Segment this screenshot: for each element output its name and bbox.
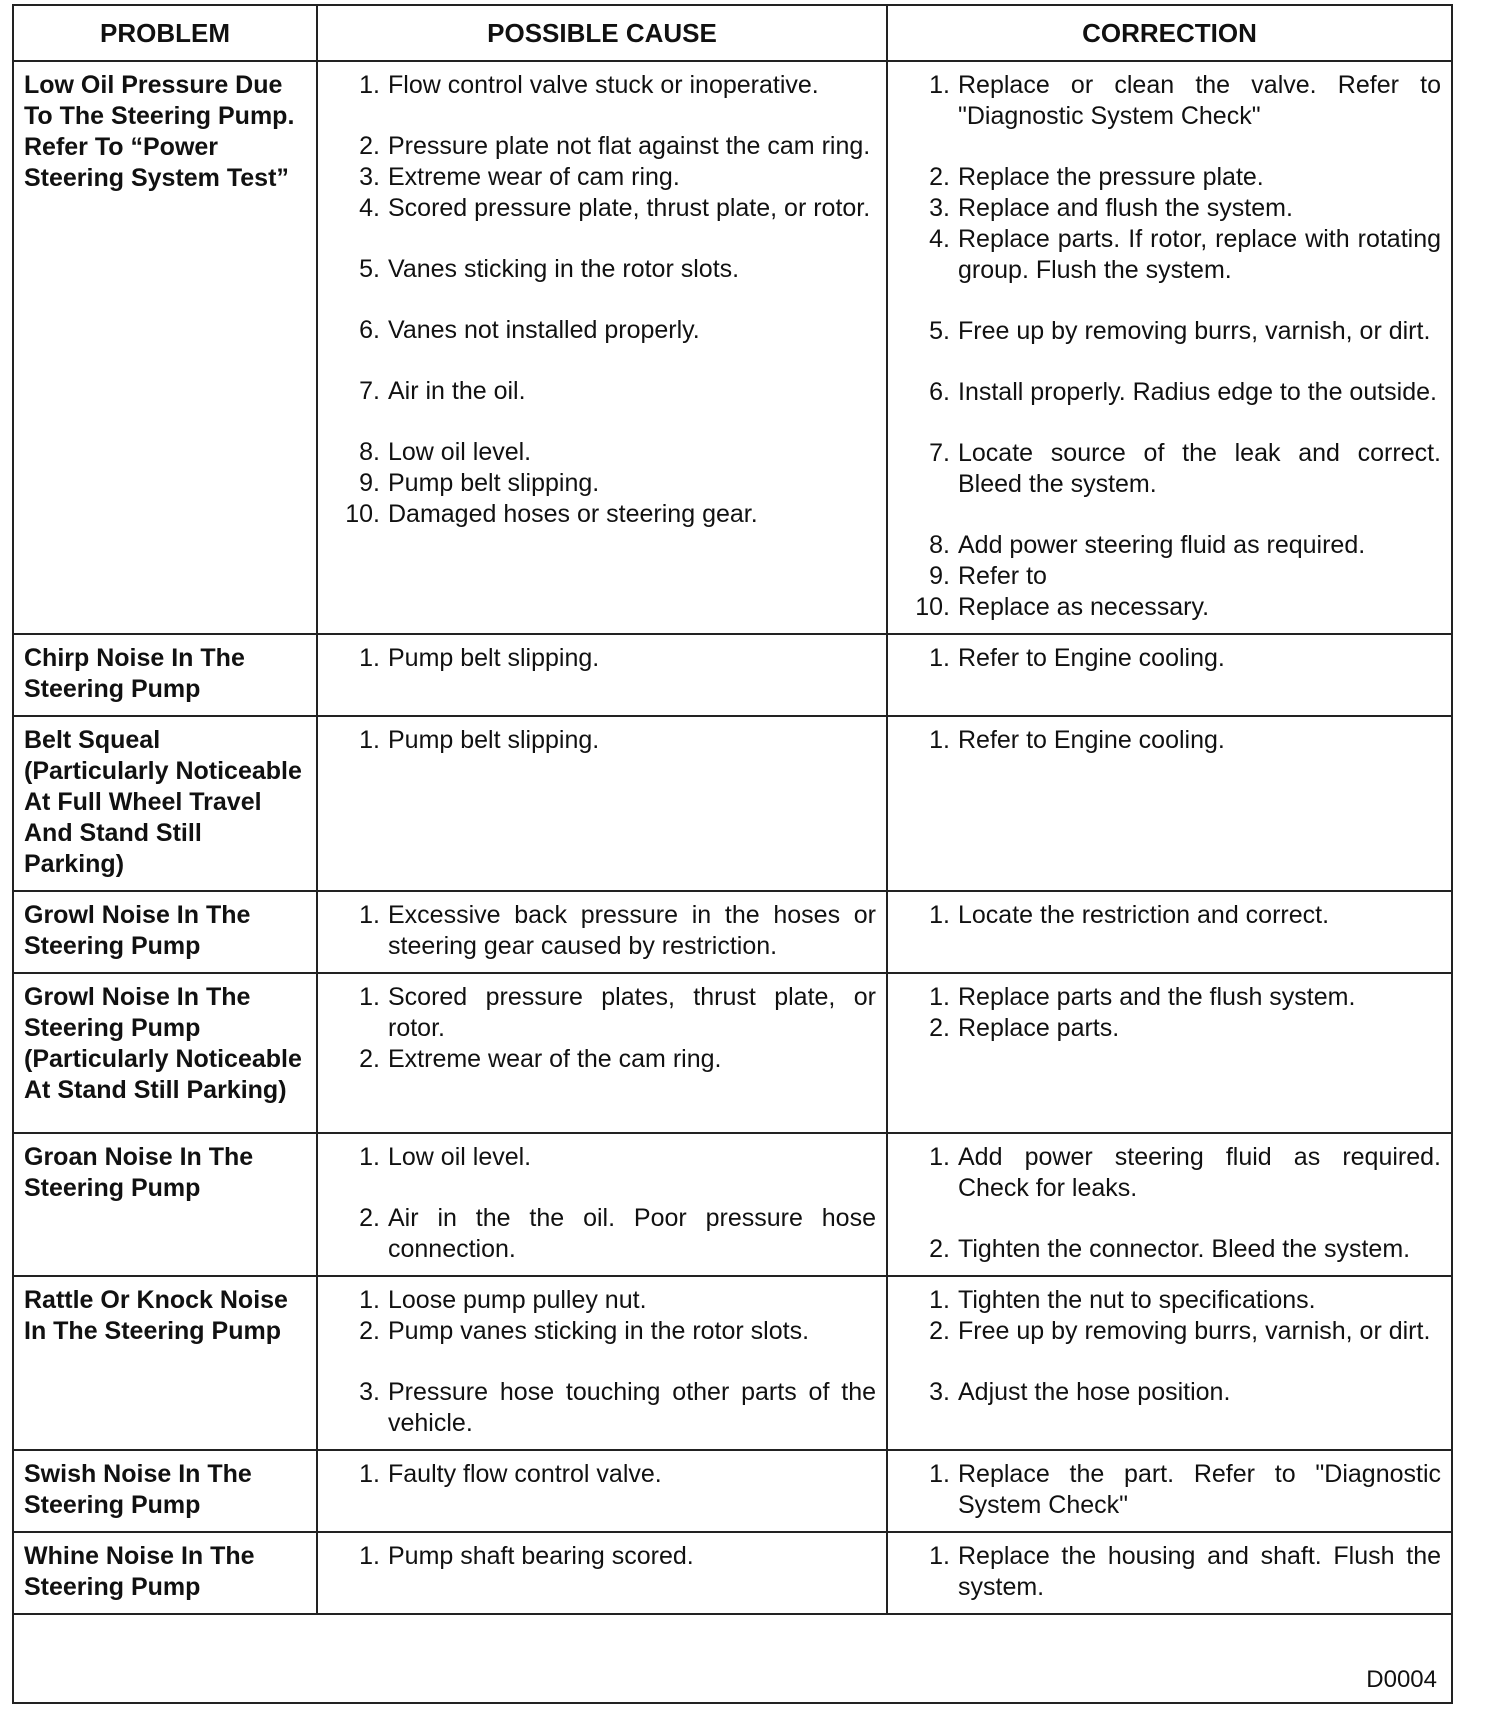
item-text: Install properly. Radius edge to the outside. — [958, 378, 1437, 406]
list-item — [328, 1377, 876, 1439]
table-row — [14, 634, 1451, 716]
item-text: Damaged hoses or steering gear. — [388, 500, 758, 528]
item-text: Adjust the hose position. — [958, 1378, 1231, 1406]
correction-list — [898, 1541, 1441, 1603]
possible-cause-list — [328, 70, 876, 530]
item-text: Free up by removing burrs, varnish, or dirt. — [958, 1317, 1431, 1345]
item-number: 8. — [359, 438, 380, 466]
table-row — [14, 1532, 1451, 1614]
correction-cell — [887, 716, 1451, 891]
possible-cause-cell — [317, 891, 887, 973]
troubleshooting-table-sheet — [12, 4, 1453, 1704]
item-text: Tighten the nut to specifications. — [958, 1286, 1316, 1314]
item-number: 1. — [929, 644, 950, 672]
list-item — [328, 1541, 876, 1572]
correction-list — [898, 1285, 1441, 1408]
item-text: Replace parts. — [958, 1014, 1120, 1042]
item-text: Replace the housing and shaft. Flush the system. — [958, 1542, 1441, 1601]
list-item — [898, 1316, 1441, 1347]
correction-cell — [887, 1276, 1451, 1450]
item-text: Free up by removing burrs, varnish, or dirt. — [958, 317, 1431, 345]
item-number: 1. — [359, 71, 380, 99]
item-text: Vanes not installed properly. — [388, 316, 700, 344]
item-number: 7. — [359, 377, 380, 405]
list-item — [898, 70, 1441, 132]
item-text: Flow control valve stuck or inoperative. — [388, 71, 819, 99]
correction-list — [898, 1142, 1441, 1265]
item-number: 10. — [345, 500, 380, 528]
correction-cell — [887, 61, 1451, 634]
list-item — [898, 1013, 1441, 1044]
item-number: 8. — [929, 531, 950, 559]
list-item — [898, 224, 1441, 286]
item-text: Air in the oil. — [388, 377, 526, 405]
item-text: Add power steering fluid as required. Check for leaks. — [958, 1143, 1441, 1202]
item-number: 1. — [359, 1143, 380, 1171]
correction-list — [898, 1459, 1441, 1521]
table-row — [14, 61, 1451, 634]
list-item — [898, 438, 1441, 500]
possible-cause-list — [328, 1285, 876, 1439]
item-number: 1. — [929, 983, 950, 1011]
possible-cause-list — [328, 643, 876, 674]
list-item — [898, 162, 1441, 193]
list-item — [328, 1316, 876, 1347]
item-number: 1. — [929, 726, 950, 754]
possible-cause-cell — [317, 1133, 887, 1276]
item-number: 2. — [929, 1235, 950, 1263]
item-text: Replace parts and the flush system. — [958, 983, 1356, 1011]
item-number: 1. — [929, 1460, 950, 1488]
table-row — [14, 1450, 1451, 1532]
correction-list — [898, 900, 1441, 931]
item-text: Low oil level. — [388, 438, 532, 466]
header-row — [14, 6, 1451, 61]
list-item — [898, 1142, 1441, 1204]
list-item — [328, 437, 876, 468]
item-text: Loose pump pulley nut. — [388, 1286, 647, 1314]
problem-cell: Growl Noise In The Steering Pump — [14, 891, 317, 973]
correction-cell — [887, 1133, 1451, 1276]
item-text: Refer to Engine cooling. — [958, 726, 1225, 754]
item-number: 2. — [359, 132, 380, 160]
item-number: 1. — [359, 1542, 380, 1570]
item-number: 1. — [359, 1460, 380, 1488]
item-number: 1. — [929, 901, 950, 929]
item-number: 5. — [929, 317, 950, 345]
problem-cell: Whine Noise In The Steering Pump — [14, 1532, 317, 1614]
header-problem: PROBLEM — [14, 6, 317, 61]
item-text: Add power steering fluid as required. — [958, 531, 1366, 559]
list-item — [328, 1285, 876, 1316]
item-number: 7. — [929, 439, 950, 467]
correction-list — [898, 70, 1441, 623]
table-body — [14, 61, 1451, 1614]
problem-cell: Groan Noise In The Steering Pump — [14, 1133, 317, 1276]
item-text: Excessive back pressure in the hoses or steering gear caused by restriction. — [388, 901, 876, 960]
list-item — [898, 592, 1441, 623]
item-text: Replace parts. If rotor, replace with rotating group. Flush the system. — [958, 225, 1441, 284]
item-number: 1. — [359, 644, 380, 672]
item-text: Locate the restriction and correct. — [958, 901, 1330, 929]
item-text: Refer to — [958, 562, 1047, 590]
list-item — [328, 643, 876, 674]
item-text: Replace the part. Refer to "Diagnostic System Check" — [958, 1460, 1441, 1519]
item-text: Extreme wear of cam ring. — [388, 163, 680, 191]
item-number: 3. — [359, 163, 380, 191]
item-number: 1. — [929, 1143, 950, 1171]
list-item — [898, 982, 1441, 1013]
possible-cause-cell — [317, 973, 887, 1133]
item-text: Pump belt slipping. — [388, 469, 600, 497]
item-text: Pressure hose touching other parts of the vehicle. — [388, 1378, 876, 1437]
item-number: 2. — [359, 1045, 380, 1073]
possible-cause-cell — [317, 1276, 887, 1450]
list-item — [328, 1044, 876, 1075]
item-text: Pressure plate not flat against the cam ring. — [388, 132, 871, 160]
possible-cause-list — [328, 982, 876, 1075]
possible-cause-cell — [317, 716, 887, 891]
item-number: 1. — [359, 983, 380, 1011]
list-item — [898, 643, 1441, 674]
item-text: Air in the the oil. Poor pressure hose connection. — [388, 1204, 876, 1263]
table-row — [14, 716, 1451, 891]
item-number: 5. — [359, 255, 380, 283]
header-correction: CORRECTION — [887, 6, 1451, 61]
list-item — [898, 1234, 1441, 1265]
item-text: Locate source of the leak and correct. Bleed the system. — [958, 439, 1441, 498]
possible-cause-cell — [317, 1450, 887, 1532]
possible-cause-list — [328, 1459, 876, 1490]
troubleshooting-table — [14, 6, 1451, 1615]
list-item — [328, 982, 876, 1044]
correction-list — [898, 725, 1441, 756]
possible-cause-cell — [317, 634, 887, 716]
item-text: Faulty flow control valve. — [388, 1460, 662, 1488]
item-text: Pump vanes sticking in the rotor slots. — [388, 1317, 810, 1345]
item-number: 2. — [359, 1317, 380, 1345]
item-text: Tighten the connector. Bleed the system. — [958, 1235, 1411, 1263]
item-number: 1. — [929, 71, 950, 99]
item-number: 2. — [929, 163, 950, 191]
list-item — [328, 193, 876, 224]
item-number: 6. — [359, 316, 380, 344]
item-number: 4. — [929, 225, 950, 253]
table-row — [14, 973, 1451, 1133]
problem-cell: Chirp Noise In The Steering Pump — [14, 634, 317, 716]
item-text: Replace or clean the valve. Refer to "Diagnostic System Check" — [958, 71, 1441, 130]
possible-cause-list — [328, 1541, 876, 1572]
possible-cause-list — [328, 725, 876, 756]
list-item — [898, 1459, 1441, 1521]
problem-cell: Growl Noise In The Steering Pump (Particularly Noticeable At Stand Still Parking) — [14, 973, 317, 1133]
item-number: 3. — [929, 1378, 950, 1406]
list-item — [328, 1142, 876, 1173]
item-number: 2. — [929, 1014, 950, 1042]
list-item — [898, 1541, 1441, 1603]
item-text: Replace and flush the system. — [958, 194, 1293, 222]
item-text: Low oil level. — [388, 1143, 532, 1171]
item-text: Pump belt slipping. — [388, 644, 600, 672]
list-item — [898, 377, 1441, 408]
item-text: Extreme wear of the cam ring. — [388, 1045, 722, 1073]
item-number: 1. — [359, 726, 380, 754]
item-number: 3. — [929, 194, 950, 222]
list-item — [328, 725, 876, 756]
possible-cause-cell — [317, 1532, 887, 1614]
figure-code: D0004 — [1366, 1666, 1437, 1693]
list-item — [328, 1203, 876, 1265]
item-text: Scored pressure plate, thrust plate, or rotor. — [388, 194, 871, 222]
item-text: Refer to Engine cooling. — [958, 644, 1225, 672]
item-number: 3. — [359, 1378, 380, 1406]
item-number: 6. — [929, 378, 950, 406]
item-number: 1. — [929, 1286, 950, 1314]
correction-list — [898, 643, 1441, 674]
possible-cause-cell — [317, 61, 887, 634]
list-item — [328, 499, 876, 530]
list-item — [898, 725, 1441, 756]
correction-cell — [887, 973, 1451, 1133]
list-item — [898, 316, 1441, 347]
correction-cell — [887, 891, 1451, 973]
item-number: 1. — [359, 901, 380, 929]
problem-cell: Rattle Or Knock Noise In The Steering Pump — [14, 1276, 317, 1450]
correction-cell — [887, 1450, 1451, 1532]
correction-cell — [887, 1532, 1451, 1614]
item-number: 2. — [929, 1317, 950, 1345]
list-item — [328, 254, 876, 285]
table-row — [14, 1133, 1451, 1276]
correction-list — [898, 982, 1441, 1044]
list-item — [328, 468, 876, 499]
problem-cell: Belt Squeal (Particularly Noticeable At Full Wheel Travel And Stand Still Parking) — [14, 716, 317, 891]
table-row — [14, 1276, 1451, 1450]
correction-cell — [887, 634, 1451, 716]
possible-cause-list — [328, 900, 876, 962]
list-item — [328, 70, 876, 101]
list-item — [328, 162, 876, 193]
list-item — [898, 1285, 1441, 1316]
item-number: 9. — [929, 562, 950, 590]
table-row — [14, 891, 1451, 973]
item-text: Scored pressure plates, thrust plate, or rotor. — [388, 983, 876, 1042]
list-item — [328, 315, 876, 346]
item-text: Replace as necessary. — [958, 593, 1210, 621]
problem-cell: Low Oil Pressure Due To The Steering Pump. Refer To “Power Steering System Test” — [14, 61, 317, 634]
list-item — [898, 900, 1441, 931]
list-item — [898, 1377, 1441, 1408]
item-text: Replace the pressure plate. — [958, 163, 1264, 191]
list-item — [898, 193, 1441, 224]
item-number: 2. — [359, 1204, 380, 1232]
possible-cause-list — [328, 1142, 876, 1265]
item-number: 9. — [359, 469, 380, 497]
list-item — [898, 530, 1441, 561]
list-item — [328, 900, 876, 962]
item-text: Pump belt slipping. — [388, 726, 600, 754]
list-item — [328, 1459, 876, 1490]
list-item — [898, 561, 1441, 592]
list-item — [328, 131, 876, 162]
item-number: 1. — [359, 1286, 380, 1314]
header-possible-cause: POSSIBLE CAUSE — [317, 6, 887, 61]
item-number: 4. — [359, 194, 380, 222]
problem-cell: Swish Noise In The Steering Pump — [14, 1450, 317, 1532]
item-text: Pump shaft bearing scored. — [388, 1542, 694, 1570]
item-text: Vanes sticking in the rotor slots. — [388, 255, 740, 283]
item-number: 1. — [929, 1542, 950, 1570]
item-number: 10. — [915, 593, 950, 621]
list-item — [328, 376, 876, 407]
